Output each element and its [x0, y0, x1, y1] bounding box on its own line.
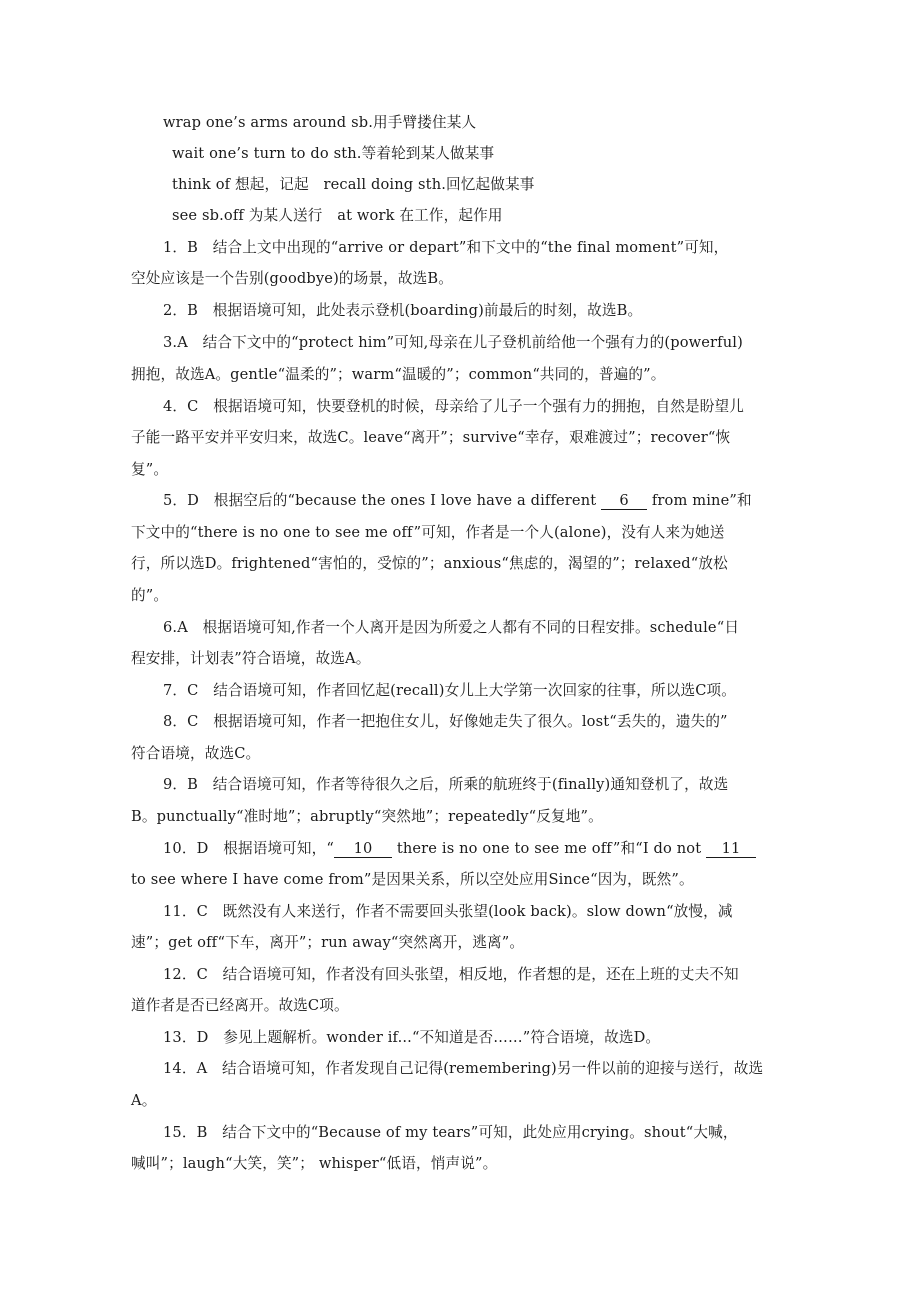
- answer-8-line: 8．C 根据语境可知，作者一把抱住女儿，好像她走失了很久。lost“丢失的，遗失的”: [163, 713, 728, 730]
- answer-5-line: 下文中的“there is no one to see me off”可知，作者是一个人(alone)，没有人来为她送: [131, 524, 725, 541]
- answer-15-line: 喊叫”；laugh“大笑，笑”； whisper“低语，悄声说”。: [131, 1155, 498, 1172]
- answer-4-line: 4．C 根据语境可知，快要登机的时候，母亲给了儿子一个强有力的拥抱，自然是盼望儿: [163, 398, 745, 415]
- answer-14-line: A。: [131, 1092, 157, 1109]
- answer-1-line: 空处应该是一个告别(goodbye)的场景，故选B。: [131, 270, 453, 287]
- answer-12-line: 12．C 结合语境可知，作者没有回头张望，相反地，作者想的是，还在上班的丈夫不知: [163, 966, 739, 983]
- answer-3-line: 3.A 结合下文中的“protect him”可知,母亲在儿子登机前给他一个强有力的(powerful): [163, 334, 743, 351]
- answer-6-line: 程安排，计划表”符合语境，故选A。: [131, 650, 371, 667]
- answer-10-line: to see where I have come from”是因果关系，所以空处应用Since“因为，既然”。: [131, 871, 694, 888]
- answer-11-line: 11．C 既然没有人来送行，作者不需要回头张望(look back)。slow down“放慢，减: [163, 903, 733, 920]
- answer-7-line: 7．C 结合语境可知，作者回忆起(recall)女儿上大学第一次回家的往事，所以选C项。: [163, 682, 737, 699]
- blank-11: 11: [706, 840, 756, 858]
- answer-10-line: 10．D 根据语境可知，“ 10 there is no one to see me off”和“I do not 11: [163, 838, 756, 860]
- answer-8-line: 符合语境，故选C。: [131, 745, 261, 762]
- answer-6-line: 6.A 根据语境可知,作者一个人离开是因为所爱之人都有不同的日程安排。schedule“日: [163, 619, 740, 636]
- answer-9-line: B。punctually“准时地”；abruptly“突然地”；repeatedly“反复地”。: [131, 808, 603, 825]
- answer-13-line: 13．D 参见上题解析。wonder if...“不知道是否……”符合语境，故选D。: [163, 1029, 661, 1046]
- answer-9-line: 9．B 结合语境可知，作者等待很久之后，所乘的航班终于(finally)通知登机了，故选: [163, 776, 729, 793]
- answer-12-line: 道作者是否已经离开。故选C项。: [131, 997, 349, 1014]
- answer-5-line: 5．D 根据空后的“because the ones I love have a different 6 from mine”和: [163, 492, 752, 509]
- phrase-line: think of 想起，记起 recall doing sth.回忆起做某事: [172, 176, 535, 193]
- answer-11-line: 速”；get off“下车，离开”；run away“突然离开，逃离”。: [131, 934, 525, 951]
- answer-2-line: 2．B 根据语境可知，此处表示登机(boarding)前最后的时刻，故选B。: [163, 302, 643, 319]
- answer-4-line: 子能一路平安并平安归来，故选C。leave“离开”；survive“幸存，艰难渡过”；recover“恢: [131, 429, 731, 446]
- answer-3-line: 拥抱，故选A。gentle“温柔的”；warm“温暖的”；common“共同的，普遍的”。: [131, 366, 666, 383]
- answer-14-line: 14．A 结合语境可知，作者发现自己记得(remembering)另一件以前的迎接与送行，故选: [163, 1060, 764, 1077]
- phrase-line: wrap one’s arms around sb.用手臂搂住某人: [163, 114, 477, 131]
- answer-15-line: 15．B 结合下文中的“Because of my tears”可知，此处应用crying。shout“大喊，: [163, 1124, 738, 1141]
- answer-5-line: 的”。: [131, 587, 169, 604]
- phrase-line: see sb.off 为某人送行 at work 在工作，起作用: [172, 207, 503, 224]
- answer-4-line: 复”。: [131, 461, 169, 478]
- blank-6: 6: [601, 492, 647, 510]
- answer-5-line: 行，所以选D。frightened“害怕的，受惊的”；anxious“焦虑的，渴望的”；relaxed“放松: [131, 555, 728, 572]
- answer-1-line: 1．B 结合上文中出现的“arrive or depart”和下文中的“the final moment”可知，: [163, 239, 729, 256]
- phrase-line: wait one’s turn to do sth.等着轮到某人做某事: [172, 145, 495, 162]
- blank-10: 10: [334, 840, 392, 858]
